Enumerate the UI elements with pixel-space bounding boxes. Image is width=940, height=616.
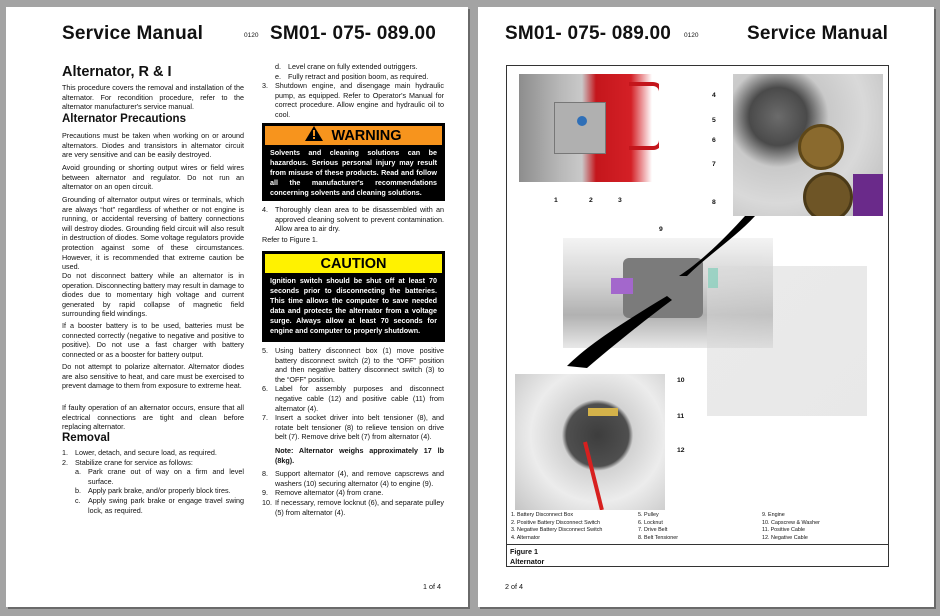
revision-code: 0120	[684, 32, 699, 39]
callout-2: 2	[589, 197, 593, 204]
substep-item: b. Apply park brake, and/or properly block tires.	[75, 486, 231, 496]
step-item: 3. Shutdown engine, and disengage main hydraulic pump, as equipped. Refer to Operator's Manual for correct procedure. Allow engine and hydraulic oil to cool.	[262, 81, 444, 119]
warning-label: WARNING	[331, 127, 402, 144]
step-item: 10. If necessary, remove locknut (6), and separate pulley (5) from alternator (4).	[262, 497, 444, 517]
page-number: 1 of 4	[423, 582, 441, 591]
page-1	[6, 7, 468, 607]
step-item: 4. Thoroughly clean area to be disassembled with an approved cleaning solvent to prevent contamination. Allow area to air dry.	[262, 205, 444, 234]
precaution-paragraph: Grounding of alternator output wires or terminals, which are always “hot” regardless of whether or not engine is running, or accidental reversing of battery connections will destroy diodes. Grounding field circuit will also result in destruction of diodes. Some voltage regulators provide protection against some of these circumstances. However, it is recommended that extreme caution be used.	[62, 195, 244, 272]
figure-number: Figure 1	[510, 547, 538, 556]
precautions-heading: Alternator Precautions	[62, 113, 186, 125]
figure-1	[506, 65, 889, 567]
callout-3: 3	[618, 197, 622, 204]
revision-code: 0120	[244, 32, 259, 39]
callout-11: 11	[677, 413, 685, 420]
callout-1: 1	[554, 197, 558, 204]
step-4	[262, 205, 444, 234]
callout-9: 9	[659, 226, 663, 233]
alternator-mount-illustration	[515, 374, 665, 510]
precaution-paragraph: Do not attempt to polarize alternator. Alternator diodes are also sensitive to heat, and care must be exercised to prevent damage to them from exposure to extreme heat.	[62, 362, 244, 391]
positive-cable-shape	[583, 442, 604, 510]
legend-column: 1. Battery Disconnect Box 2. Positive Battery Disconnect Switch 3. Negative Battery Disconnect Switch 4. Alternator	[511, 512, 603, 541]
precaution-paragraph: If faulty operation of an alternator occurs, ensure that all electrical connections are tight and clean before replacing alternator.	[62, 403, 244, 432]
removal-heading: Removal	[62, 432, 110, 444]
substep-item: d. Level crane on fully extended outriggers.	[275, 62, 418, 71]
step-item: 7. Insert a socket driver into belt tensioner (8), and rotate belt tensioner (8) to relieve tension on drive belt (7). Remove drive belt (7) from alternator (4).	[262, 413, 444, 442]
note: Note: Alternator weighs approximately 17 lb (8kg).	[275, 445, 444, 465]
doc-code: SM01- 075- 089.00	[270, 23, 437, 44]
warning-header	[265, 126, 442, 145]
step-item: 8. Support alternator (4), and remove capscrews and washers (10) securing alternator (4) to engine (9).	[262, 469, 444, 488]
connector-bottom	[567, 296, 672, 368]
doc-title: Service Manual	[747, 23, 889, 44]
terminal-shape	[588, 408, 618, 416]
section-title: Alternator, R & I	[62, 64, 172, 80]
callout-4: 4	[712, 92, 716, 99]
steps-continued	[262, 62, 444, 120]
step-item: 5. Using battery disconnect box (1) move positive battery disconnect switch (2) to the “OFF” position and then negative battery disconnect switch (3) to the “OFF” position.	[262, 346, 444, 384]
warning-box	[262, 123, 445, 201]
removal-steps-continued	[262, 346, 444, 517]
legend-column: 5. Pulley 6. Locknut 7. Drive Belt 8. Belt Tensioner	[638, 512, 679, 541]
callout-7: 7	[712, 161, 716, 168]
caution-text: Ignition switch should be shut off at least 70 seconds prior to disconnecting the batteries. This time allows the computer to save needed data and protects the alternator from a voltage surge. Always allow at least 70 seconds for engine and computer to properly shutdown.	[270, 276, 437, 335]
warning-text: Solvents and cleaning solutions can be hazardous. Serious personal injury may result from misuse of these products. Read and follow all the manufacturer's recommendations concerning solvents and cleaning solutions.	[270, 148, 437, 197]
precaution-paragraph: Do not disconnect battery while an alternator is in operation. Disconnecting battery may result in damage to diodes due to momentary high voltage and current generated by rapid collapse of magnetic field surrounding field windings.	[62, 271, 244, 319]
doc-title: Service Manual	[62, 23, 204, 44]
caution-header	[265, 254, 442, 273]
callout-5: 5	[712, 117, 716, 124]
caution-label: CAUTION	[320, 255, 387, 272]
caution-box	[262, 251, 445, 342]
step-item: 1. Lower, detach, and secure load, as required.	[62, 448, 217, 457]
page-number: 2 of 4	[505, 582, 523, 591]
removal-steps	[62, 448, 244, 515]
callout-8: 8	[712, 199, 716, 206]
step-item: 6. Label for assembly purposes and disconnect negative cable (12) and positive cable (11) from alternator (4).	[262, 384, 444, 413]
warning-triangle-icon	[305, 126, 323, 145]
precaution-paragraph: Avoid grounding or shorting output wires or field wires between alternator and regulator. Do not run an alternator on an open circuit.	[62, 163, 244, 192]
page-2	[478, 7, 934, 607]
precaution-paragraph: Precautions must be taken when working on or around alternators. Diodes and transistors in alternator circuit are very sensitive and can be easily destroyed.	[62, 131, 244, 160]
step-item: 9. Remove alternator (4) from crane.	[262, 488, 384, 498]
figure-title: Alternator	[510, 556, 545, 566]
callout-10: 10	[677, 377, 685, 384]
precaution-paragraph: If a booster battery is to be used, batteries must be connected correctly (negative to negative and positive to positive). Do not use a fast charger with battery connected or as a booster for battery output.	[62, 321, 244, 359]
connector-top	[679, 216, 755, 276]
callout-6: 6	[712, 137, 716, 144]
figure-caption	[507, 544, 888, 568]
intro-paragraph: This procedure covers the removal and installation of the alternator. For recondition procedure, refer to the alternator manufacturer's service manual.	[62, 83, 244, 112]
legend-column: 9. Engine 10. Capscrew & Washer 11. Positive Cable 12. Negative Cable	[762, 512, 820, 541]
refer-figure: Refer to Figure 1.	[262, 235, 318, 244]
callout-12: 12	[677, 447, 685, 454]
step-item: 2. Stabilize crane for service as follows:	[62, 457, 193, 467]
doc-code: SM01- 075- 089.00	[505, 23, 672, 44]
substep-item: c. Apply swing park brake or engage travel swing lock, as required.	[75, 495, 244, 515]
substep-item: a. Park crane out of way on a firm and level surface.	[75, 467, 244, 486]
substep-item: e. Fully retract and position boom, as required.	[275, 71, 429, 81]
